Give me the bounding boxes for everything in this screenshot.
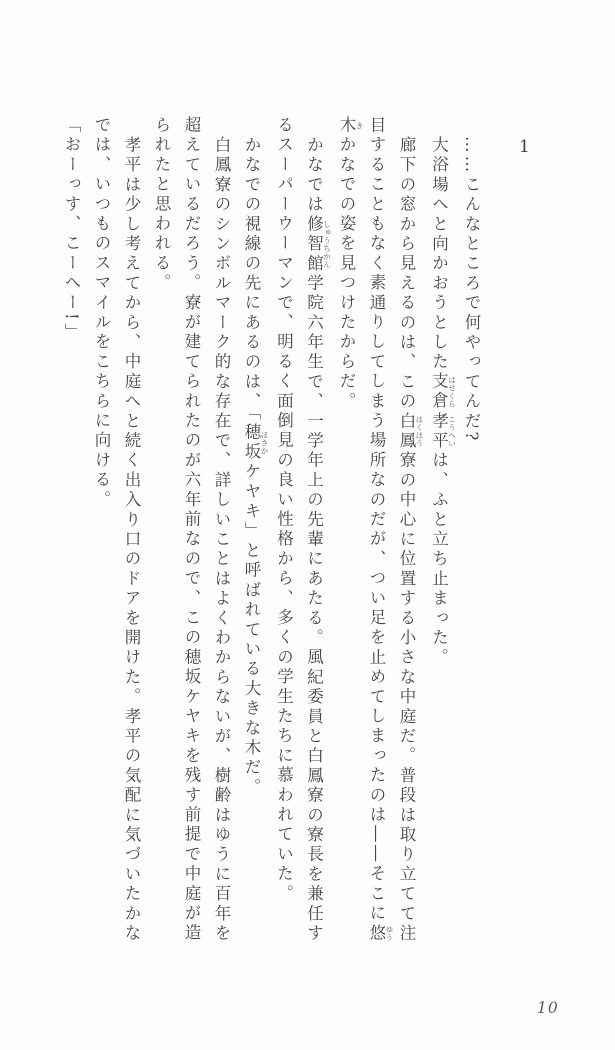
paragraph: ……こんなところで何やってんだ? — [462, 135, 481, 444]
ruby-annotated-text: 修智館 しゅうちかん — [304, 214, 332, 274]
ruby-annotated-text: 悠 ゆう — [367, 923, 394, 944]
ruby-annotated-text: 木 き — [337, 116, 364, 136]
paragraph: かなでの視線の先にあるのは、「穂坂 ほさかケヤキ」と呼ばれている大きな木だ。 — [242, 135, 269, 798]
section-number: 1 — [519, 137, 530, 157]
paragraph: かなでは修智館 しゅうちかん学院六年生で、一学年上の先輩にあたる。風紀委員と白鳳寮の寮長を兼任するスーパーウーマンで、明るく面倒見の良い性格から、多くの学生たちに慕われていた。 — [274, 116, 332, 944]
ruby-annotated-text: 孝平 こうへい — [429, 411, 457, 451]
paragraph: 白鳳寮のシンボルマーク的な存在で、詳しいことはよくわからないが、樹齢はゆうに百年を超えているだろう。寮が建てられたのが六年前なので、この穂坂ケヤキを残す前提で中庭が造られたと思われる。 — [152, 116, 231, 944]
ruby-annotated-text: 支倉 はせくら — [429, 372, 457, 412]
paragraph: 大浴場へと向かおうとした支倉 はせくら孝平 こうへいは、ふと立ち止まった。 — [429, 135, 457, 668]
ruby-annotated-text: 白鳳 はくほう — [397, 411, 424, 451]
text-block — [62, 116, 486, 950]
paragraph: 孝平は少し考えてから、中庭へと続く出入り口のドアを開けた。孝平の気配に気づいたかなでは、いつものスマイルをこちらに向ける。 — [92, 116, 141, 944]
paragraph: 廊下の窓から見えるのは、この白鳳 はくほう寮の中心に位置する小さな中庭だ。普段は取り立てて注目することもなく素通りしてしまう場所なのだが、つい足を止めてしまったのは――そこに悠 ゆう木 きかなでの姿を見つけたからだ。 — [337, 116, 424, 944]
page-number: 10 — [537, 999, 559, 1017]
paragraph: 「おーっす、こーへー!」 — [62, 116, 81, 343]
ruby-annotated-text: 穂坂 ほさか — [242, 422, 269, 463]
